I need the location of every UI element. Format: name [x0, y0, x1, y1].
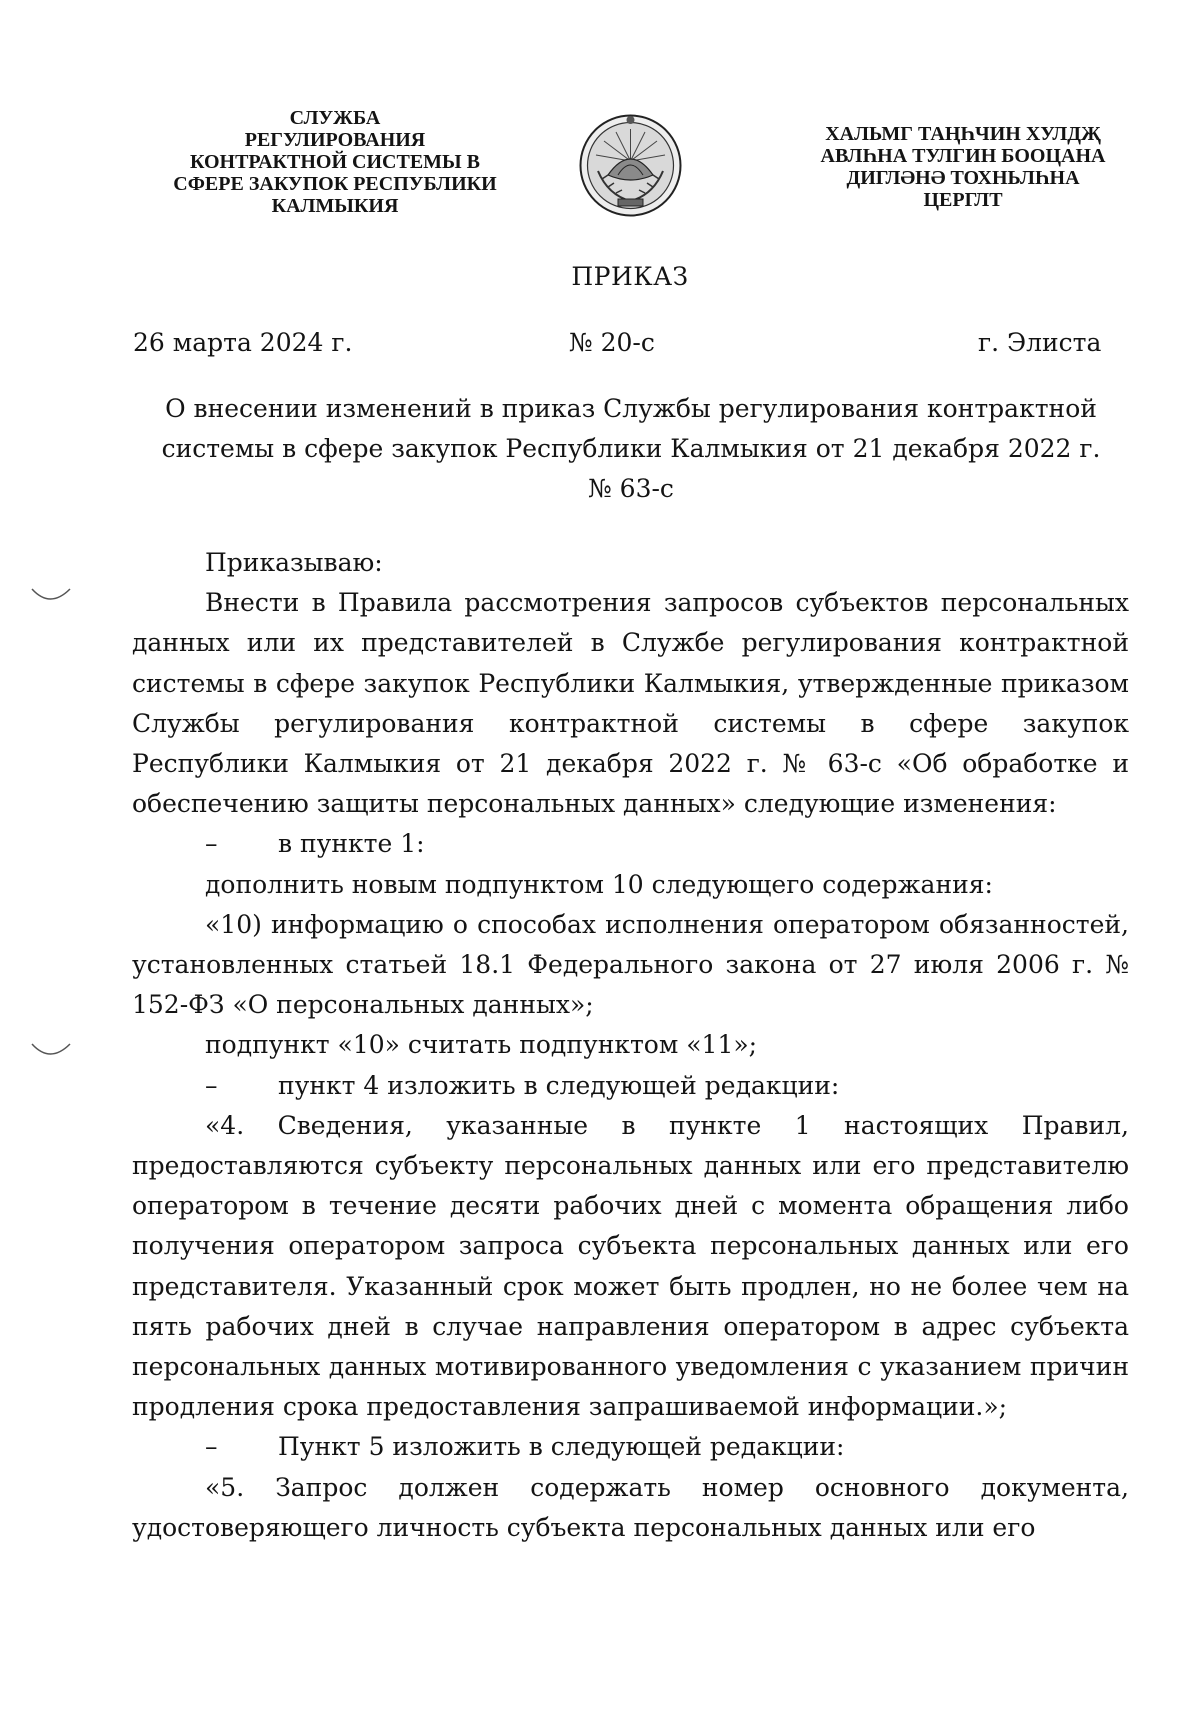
dash-marker: –	[205, 1070, 218, 1100]
dash-item-text: Пункт 5 изложить в следующей редакции:	[278, 1432, 845, 1462]
institution-line: КОНТРАКТНОЙ СИСТЕМЫ В	[189, 151, 481, 173]
institution-line: ХАЛЬМГ ТАҢҺЧИН ХУЛДҖ	[825, 123, 1101, 145]
dash-marker: –	[205, 829, 218, 859]
body-paragraph: Внести в Правила рассмотрения запросов субъектов персональных данных или их представителей в Службе регулирования контрактной системы в сфере закупок Республики Калмыкия, утвержденные приказом Службы регулирования контрактной системы в сфере закупок Республики Калмыкия от 21 декабря 2022 г. № 63-с «Об обработке и обеспечению защиты персональных данных» следующие изменения:	[132, 588, 1129, 819]
institution-line: КАЛМЫКИЯ	[271, 195, 399, 217]
quoted-paragraph: «5. Запрос должен содержать номер основного документа, удостоверяющего личность субъекта персональных данных или его	[132, 1472, 1129, 1542]
document-date: 26 марта 2024 г.	[133, 328, 353, 357]
institution-name-kalmyk	[778, 123, 1148, 211]
document-number: № 20-с	[569, 328, 655, 357]
quoted-paragraph: «4. Сведения, указанные в пункте 1 настоящих Правил, предоставляются субъекту персональных данных или его представителю оператором в течение десяти рабочих дней с момента обращения либо получения оператором запроса субъекта персональных данных или его представителя. Указанный срок может быть продлен, но не более чем на пять рабочих дней в случае направления оператором в адрес субъекта персональных данных мотивированного уведомления с указанием причин продления срока предоставления запрашиваемой информации.»;	[132, 1110, 1129, 1422]
punch-hole-mark	[30, 1040, 74, 1062]
subject-line: № 63-с	[588, 474, 674, 503]
institution-line: СЛУЖБА	[289, 107, 381, 129]
dash-item-text: в пункте 1:	[278, 829, 425, 859]
punch-hole-mark	[30, 585, 74, 607]
document-type-title: ПРИКАЗ	[571, 262, 689, 291]
dash-item	[132, 824, 1129, 864]
dash-item	[132, 1066, 1129, 1106]
order-phrase: Приказываю:	[205, 548, 383, 577]
body-paragraph: дополнить новым подпунктом 10 следующего содержания:	[205, 869, 993, 899]
institution-line: ЦЕРГЛТ	[923, 189, 1003, 211]
institution-name-russian	[140, 107, 530, 217]
dash-marker: –	[205, 1432, 218, 1462]
institution-line: ДИГЛӘНӘ ТОХНЬЛҺНА	[846, 167, 1080, 189]
institution-line: РЕГУЛИРОВАНИЯ	[244, 129, 426, 151]
quoted-paragraph: «10) информацию о способах исполнения оператором обязанностей, установленных статьей 18.1 Федерального закона от 27 июля 2006 г. № 152-ФЗ «О персональных данных»;	[132, 909, 1129, 1020]
dash-item	[132, 1427, 1129, 1467]
institution-line: АВЛҺНА ТУЛГИН БООЦАНА	[820, 145, 1106, 167]
dash-item-text: пункт 4 изложить в следующей редакции:	[278, 1070, 840, 1100]
document-subject	[150, 389, 1112, 509]
coat-of-arms-icon	[578, 113, 683, 218]
document-body	[132, 543, 1129, 1548]
body-paragraph: подпункт «10» считать подпунктом «11»;	[205, 1030, 758, 1060]
subject-line: системы в сфере закупок Республики Калмыкия от 21 декабря 2022 г.	[161, 434, 1101, 463]
subject-line: О внесении изменений в приказ Службы регулирования контрактной	[165, 394, 1097, 423]
document-city: г. Элиста	[978, 328, 1102, 357]
institution-line: СФЕРЕ ЗАКУПОК РЕСПУБЛИКИ	[173, 173, 497, 195]
